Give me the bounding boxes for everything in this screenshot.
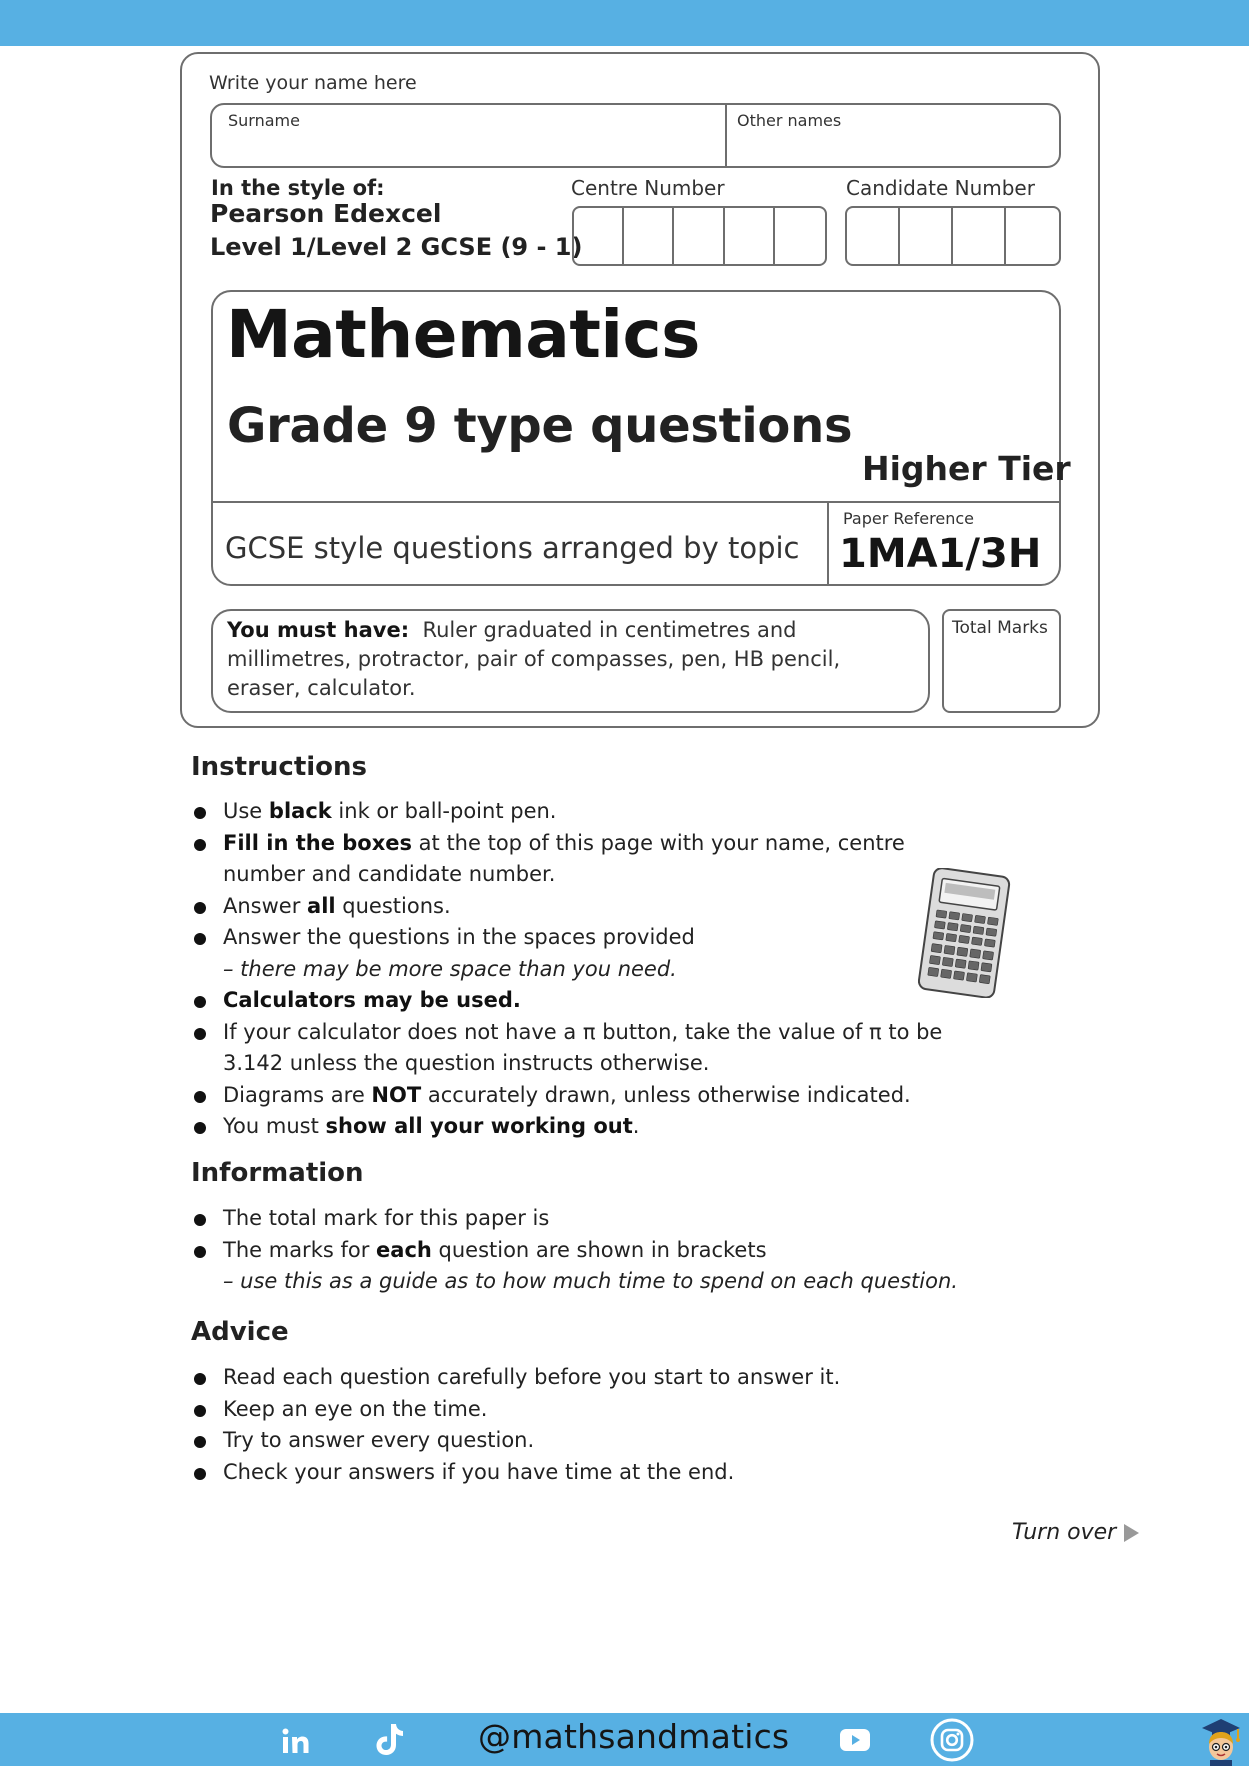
item-text: You must — [223, 1114, 326, 1138]
item-bold-text: Fill in the boxes — [223, 830, 412, 855]
instructions-list — [190, 796, 990, 1143]
item-bold-text: Calculators may be used. — [223, 988, 521, 1012]
other-names-label: Other names — [737, 111, 842, 130]
candidate-digit-box — [1006, 208, 1059, 264]
list-item — [190, 1394, 990, 1426]
item-bold-text: NOT — [371, 1082, 422, 1107]
centre-digit-box — [725, 208, 775, 264]
paper-reference: 1MA1/3H — [839, 531, 1042, 577]
tier-label: Higher Tier — [862, 449, 1071, 488]
paper-reference-label: Paper Reference — [843, 509, 974, 528]
item-bold-text: each — [376, 1237, 432, 1262]
information-heading: Information — [191, 1158, 364, 1188]
name-divider — [725, 105, 727, 166]
mascot-avatar-icon — [1196, 1714, 1246, 1766]
turn-over-arrow-icon — [1124, 1524, 1139, 1542]
item-text: Try to answer every question. — [223, 1428, 535, 1452]
list-item — [190, 922, 990, 985]
list-item — [190, 828, 990, 891]
list-item — [190, 1362, 990, 1394]
surname-label: Surname — [228, 111, 300, 130]
candidate-digit-box — [953, 208, 1006, 264]
item-bold-text: all — [307, 893, 336, 918]
must-have-label: You must have: — [227, 618, 410, 642]
item-text: The total mark for this paper is — [223, 1206, 550, 1230]
item-note: – use this as a guide as to how much time to spend on each question. — [223, 1269, 958, 1293]
item-bold-text: black — [268, 799, 332, 823]
total-marks-label: Total Marks — [952, 618, 1048, 638]
list-item — [190, 1457, 990, 1489]
item-text: Use — [223, 799, 269, 823]
item-text: accurately drawn, unless otherwise indicated. — [421, 1082, 911, 1107]
centre-digit-box — [574, 208, 624, 264]
linkedin-icon[interactable] — [282, 1727, 310, 1755]
list-item — [190, 891, 990, 923]
social-handle[interactable]: @mathsandmatics — [478, 1717, 790, 1756]
centre-number-boxes — [572, 206, 827, 266]
paper-description: GCSE style questions arranged by topic — [225, 531, 800, 565]
calculator-icon — [918, 868, 1012, 998]
item-text: question are shown in brackets — [431, 1237, 767, 1262]
list-item — [190, 1111, 990, 1143]
list-item — [190, 985, 990, 1017]
item-text: Read each question carefully before you start to answer it. — [223, 1365, 841, 1389]
instructions-heading: Instructions — [191, 752, 368, 782]
centre-number-label: Centre Number — [571, 176, 725, 200]
list-item — [190, 796, 990, 828]
youtube-icon[interactable] — [840, 1729, 870, 1751]
item-text: If your calculator does not have a π button, take the value of π to be 3.142 unless the question instructs otherwise. — [223, 1019, 943, 1075]
qualification-level: Level 1/Level 2 GCSE (9 - 1) — [210, 233, 583, 261]
exam-board: Pearson Edexcel — [210, 199, 442, 228]
tiktok-icon[interactable] — [374, 1722, 406, 1758]
top-banner — [0, 0, 1249, 46]
item-text: The marks for — [223, 1237, 377, 1262]
item-text: Answer — [223, 893, 308, 918]
item-text: Keep an eye on the time. — [223, 1396, 488, 1421]
write-name-label: Write your name here — [209, 72, 417, 94]
instagram-icon[interactable] — [930, 1718, 974, 1762]
item-text: at the top of this page with your name, centre number and candidate number. — [223, 830, 905, 886]
subject-title: Mathematics — [226, 296, 700, 373]
item-text: . — [632, 1114, 640, 1138]
advice-heading: Advice — [191, 1317, 289, 1347]
item-text: Check your answers if you have time at the end. — [223, 1459, 735, 1484]
name-fields — [210, 103, 1061, 168]
centre-digit-box — [775, 208, 825, 264]
item-text: questions. — [335, 893, 451, 918]
information-list — [190, 1203, 990, 1298]
candidate-digit-box — [900, 208, 953, 264]
list-item — [190, 1203, 990, 1235]
item-text: Answer the questions in the spaces provided — [223, 925, 695, 949]
item-note: – there may be more space than you need. — [223, 956, 677, 981]
item-text: Diagrams are — [223, 1082, 372, 1107]
candidate-number-boxes — [845, 206, 1061, 266]
paper-ref-divider — [827, 501, 829, 586]
candidate-number-label: Candidate Number — [846, 176, 1035, 200]
centre-digit-box — [674, 208, 724, 264]
title-divider — [213, 501, 1059, 503]
must-have-text — [227, 616, 917, 703]
turn-over-label: Turn over — [1012, 1520, 1117, 1545]
must-have-items: Ruler graduated in centimetres and millimetres, protractor, pair of compasses, pen, HB pencil, eraser, calculator. — [227, 618, 841, 700]
list-item — [190, 1235, 990, 1298]
style-of-label: In the style of: — [211, 176, 385, 200]
list-item — [190, 1080, 990, 1112]
candidate-digit-box — [847, 208, 900, 264]
centre-digit-box — [624, 208, 674, 264]
item-bold-text: show all your working out — [325, 1114, 633, 1138]
list-item — [190, 1425, 990, 1457]
item-text: ink or ball-point pen. — [331, 799, 557, 823]
advice-list — [190, 1362, 990, 1488]
list-item — [190, 1017, 990, 1080]
grade-subtitle: Grade 9 type questions — [227, 398, 853, 454]
